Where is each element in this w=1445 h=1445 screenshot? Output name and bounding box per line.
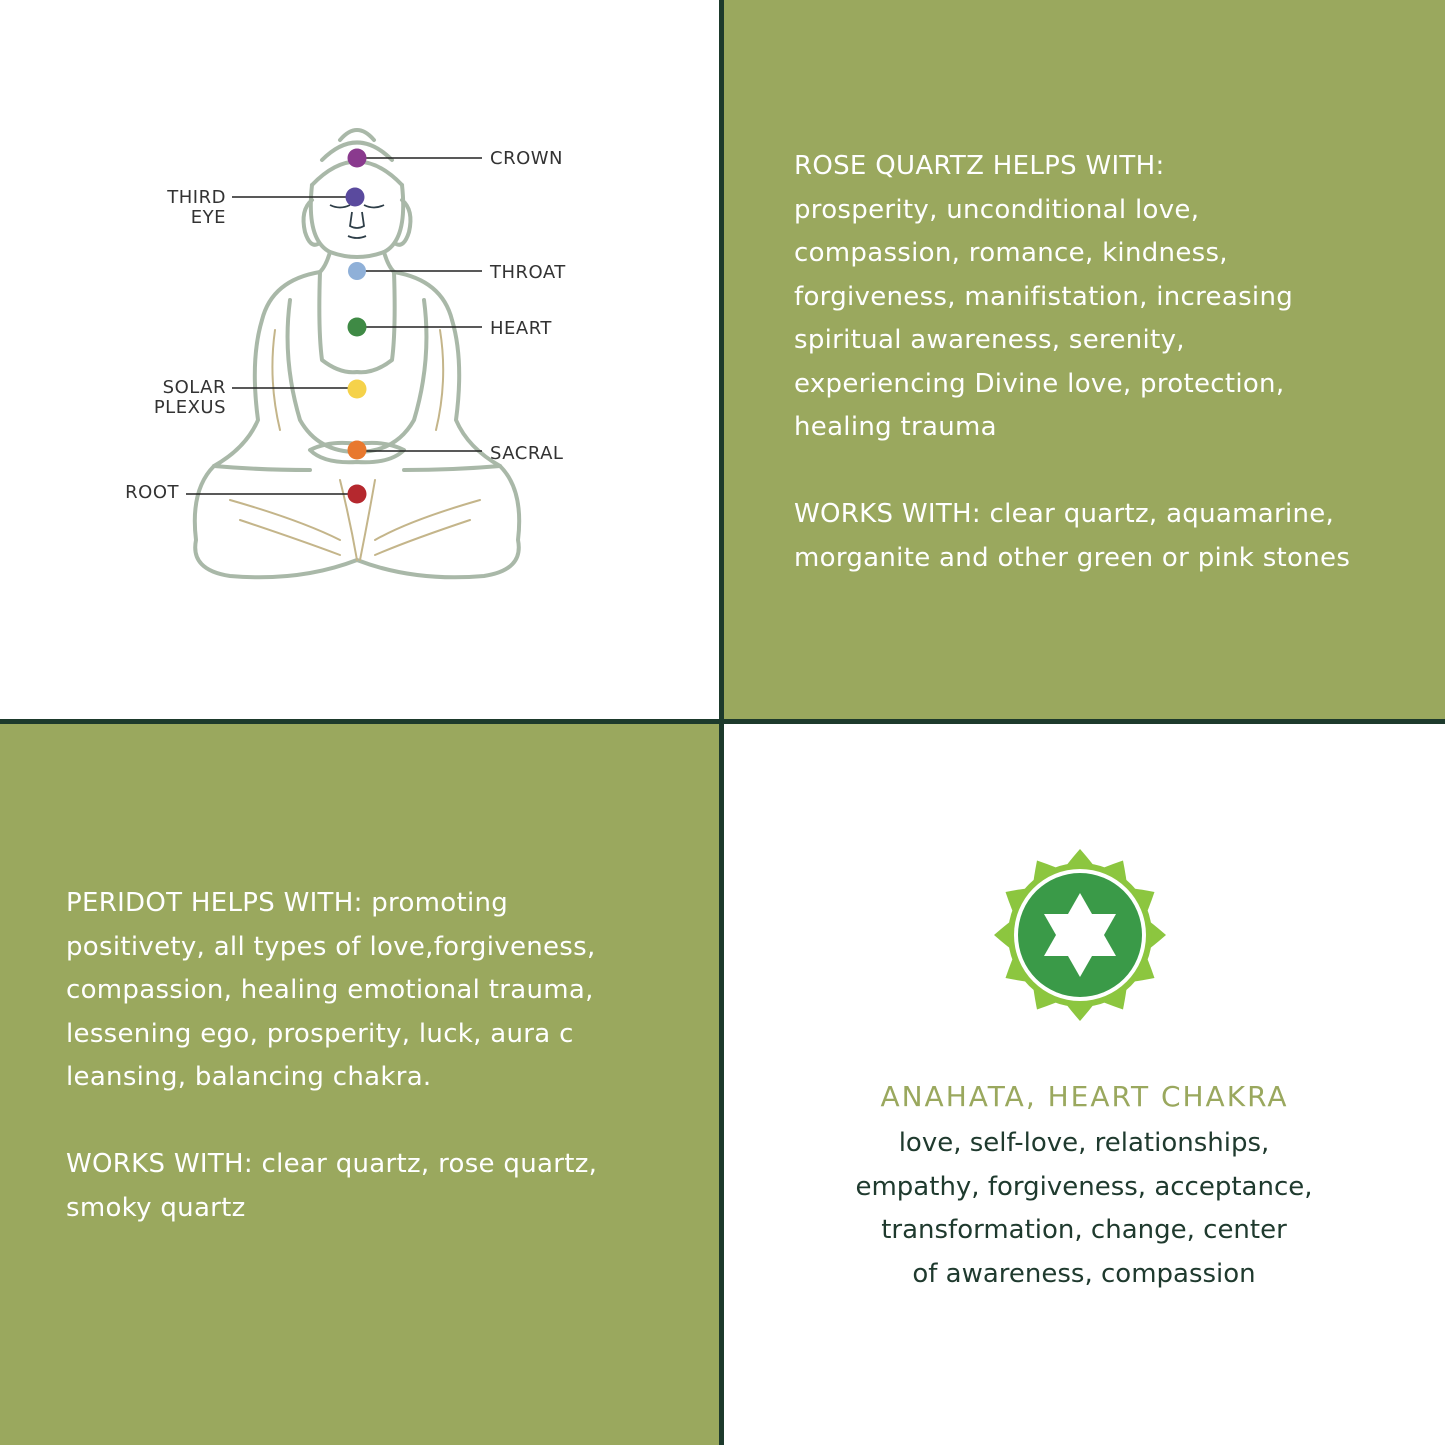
rose-quartz-panel <box>724 0 1445 719</box>
peridot-panel <box>0 724 719 1445</box>
crown-label: CROWN <box>490 148 564 169</box>
chakra-diagram-panel <box>0 0 719 719</box>
rose-quartz-line: spiritual awareness, serenity, <box>794 325 1185 355</box>
rose-quartz-text <box>794 145 1414 580</box>
buddha-face <box>330 205 384 238</box>
heart-chakra-panel <box>724 724 1445 1445</box>
heart-chakra-line: transformation, change, center <box>881 1215 1287 1245</box>
root-chakra-dot <box>348 485 367 504</box>
rose-quartz-line: forgiveness, manifistation, increasing <box>794 281 1294 312</box>
heart-chakra-dot <box>348 318 367 337</box>
solar-plexus-chakra-dot <box>348 380 367 399</box>
throat-chakra-dot <box>348 262 366 280</box>
peridot-text <box>66 882 686 1230</box>
rose-quartz-works-with: WORKS WITH: clear quartz, aquamarine, <box>794 499 1335 529</box>
peridot-line: lessening ego, prosperity, luck, aura c <box>66 1018 574 1049</box>
root-label: ROOT <box>125 482 179 503</box>
throat-label: THROAT <box>490 262 566 283</box>
peridot-line: positivety, all types of love,forgiveness, <box>66 931 596 962</box>
third-eye-label-line1: THIRD <box>167 187 226 208</box>
heart-chakra-description <box>784 1122 1384 1296</box>
sacral-label: SACRAL <box>490 443 564 464</box>
crown-chakra-dot <box>348 149 367 168</box>
peridot-works-with: WORKS WITH: clear quartz, rose quartz, <box>66 1149 598 1179</box>
heart-chakra-title: ANAHATA, HEART CHAKRA <box>880 1080 1289 1113</box>
heart-chakra-line: of awareness, compassion <box>912 1258 1256 1289</box>
third-eye-chakra-dot <box>346 188 365 207</box>
peridot-line: leansing, balancing chakra. <box>66 1062 432 1092</box>
rose-quartz-line: compassion, romance, kindness, <box>794 238 1228 268</box>
peridot-works-with: smoky quartz <box>66 1192 246 1223</box>
heart-chakra-line: empathy, forgiveness, acceptance, <box>855 1171 1313 1202</box>
rose-quartz-works-with: morganite and other green or pink stones <box>794 542 1351 573</box>
rose-quartz-line: healing trauma <box>794 412 997 442</box>
rose-quartz-line: experiencing Divine love, protection, <box>794 368 1285 399</box>
sacral-chakra-dot <box>348 441 367 460</box>
buddha-chakra-illustration <box>0 0 719 719</box>
third-eye-label-line2: EYE <box>190 207 226 228</box>
peridot-heading: PERIDOT HELPS WITH: promoting <box>66 888 509 918</box>
heart-chakra-line: love, self-love, relationships, <box>898 1128 1270 1158</box>
rose-quartz-line: prosperity, unconditional love, <box>794 194 1200 225</box>
solar-plexus-label-line2: PLEXUS <box>153 397 226 418</box>
heart-label: HEART <box>490 318 552 339</box>
peridot-line: compassion, healing emotional trauma, <box>66 975 594 1005</box>
rose-quartz-heading: ROSE QUARTZ HELPS WITH: <box>794 151 1165 181</box>
solar-plexus-label-line1: SOLAR <box>162 377 226 398</box>
